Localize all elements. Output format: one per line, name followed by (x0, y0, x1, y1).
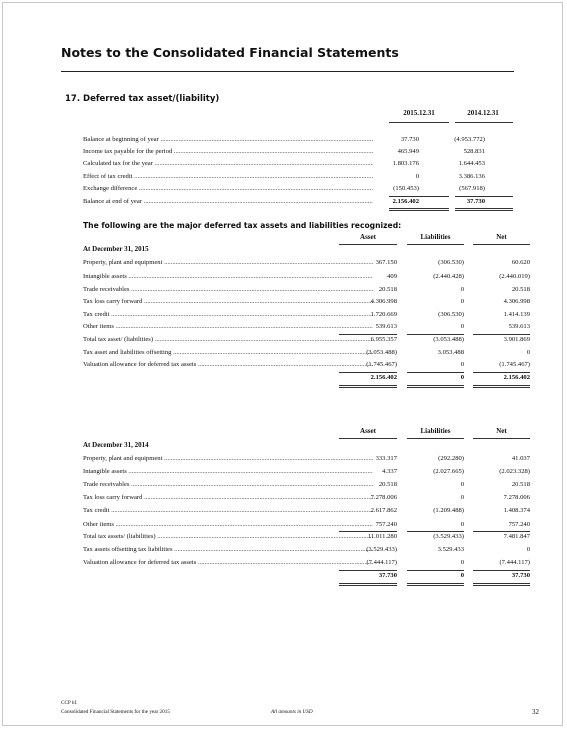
row-label: Intangible assets ..... (83, 468, 373, 475)
net-value: 4.306.998 (503, 298, 530, 305)
value-2015: 0 (415, 173, 419, 180)
subtotal-rule (407, 531, 464, 532)
col-rule (473, 438, 530, 439)
net-value: 1.414.139 (503, 311, 530, 318)
asset-value: (1.745.467) (366, 361, 397, 368)
net-value: 539.613 (508, 323, 530, 330)
total-rule (473, 372, 530, 373)
asset-value: (7.444.117) (366, 559, 397, 566)
row-label: Other items ..... (83, 323, 373, 330)
liabilities-value: (3.529.433) (433, 533, 464, 540)
subtotal-rule (339, 334, 397, 335)
row-label: Tax credit ..... (83, 311, 373, 318)
total-double-rule (389, 208, 449, 211)
row-label: Trade receivables ..... (83, 481, 373, 488)
net-value: (1.745.467) (499, 361, 530, 368)
value-2014: (567.918) (459, 185, 485, 192)
major-title: The following are the major deferred tax assets and liabilities recognized: (83, 221, 402, 230)
row-label: Income tax payable for the period ..... (83, 148, 373, 155)
asset-value: (3.053.488) (366, 349, 397, 356)
col-rule (473, 244, 530, 245)
subtotal-rule (407, 334, 464, 335)
col-rule (339, 438, 397, 439)
value-2015: 2.156.402 (392, 198, 419, 205)
asset-value: 367.150 (375, 259, 397, 266)
row-label: Property, plant and equipment ..... (83, 259, 373, 266)
total-rule (407, 372, 464, 373)
col-rule (339, 244, 397, 245)
net-value: 7.278.006 (503, 494, 530, 501)
net-value: 41.037 (511, 455, 530, 462)
liabilities-value: 0 (460, 286, 464, 293)
net-value: 37.730 (511, 572, 530, 579)
footer-amounts: All amounts in USD (271, 709, 313, 715)
row-label: Tax loss carry forward ..... (83, 494, 373, 501)
asset-value: 4.337 (382, 468, 397, 475)
row-label: Exchange difference ..... (83, 185, 373, 192)
liabilities-value: 0 (460, 572, 464, 579)
row-label: Calculated tax for the year ..... (83, 160, 373, 167)
asset-value: 539.613 (375, 323, 397, 330)
col-asset-2015: Asset (360, 233, 376, 241)
liabilities-value: 0 (460, 361, 464, 368)
col-liabilities-2015: Liabilities (420, 233, 451, 241)
asset-value: 757.240 (375, 521, 397, 528)
header-rule-2015 (389, 122, 449, 123)
header-rule-2014 (455, 122, 513, 123)
total-rule (389, 196, 449, 197)
net-value: (7.444.117) (499, 559, 530, 566)
total-rule (455, 196, 513, 197)
row-label: Tax assets offsetting tax liabilities ..... (83, 546, 373, 553)
col-liabilities-2014: Liabilities (420, 427, 451, 435)
liabilities-value: 0 (460, 494, 464, 501)
net-value: (2.440.019) (499, 273, 530, 280)
row-label: Effect of tax credit ..... (83, 173, 373, 180)
row-label: Intangible assets ..... (83, 273, 373, 280)
subtotal-rule (473, 334, 530, 335)
total-double-rule (407, 385, 464, 388)
total-rule (339, 372, 397, 373)
value-2015: (150.453) (393, 185, 419, 192)
row-label: Balance at beginning of year ..... (83, 136, 373, 143)
total-double-rule (339, 583, 397, 586)
asset-value: 11.011.280 (367, 533, 397, 540)
row-label: Valuation allowance for deferred tax assets ..... (83, 361, 373, 368)
asset-value: 2.617.862 (370, 507, 397, 514)
subtotal-rule (339, 531, 397, 532)
value-2014: 37.730 (466, 198, 485, 205)
asset-value: 20.518 (378, 481, 397, 488)
col-net-2014: Net (496, 427, 507, 435)
liabilities-value: 3.529.433 (437, 546, 464, 553)
liabilities-value: 0 (460, 559, 464, 566)
liabilities-value: (306.530) (438, 311, 464, 318)
liabilities-value: (1.209.488) (433, 507, 464, 514)
net-value: (2.023.328) (499, 468, 530, 475)
row-label: Property, plant and equipment ..... (83, 455, 373, 462)
row-label: Tax asset and liabilities offsetting ..... (83, 349, 373, 356)
value-2014: 528.831 (463, 148, 485, 155)
heading-2014: At December 31, 2014 (83, 441, 149, 449)
net-value: 20.518 (511, 286, 530, 293)
liabilities-value: 0 (460, 481, 464, 488)
row-label: Total tax asset/ (liabilities) ..... (83, 336, 373, 343)
row-label: Tax loss carry forward ..... (83, 298, 373, 305)
footer-company: CCP hf. (61, 700, 78, 706)
row-label: Trade receivables ..... (83, 286, 373, 293)
value-2015: 1.803.176 (392, 160, 419, 167)
asset-value: 7.278.006 (370, 494, 397, 501)
total-double-rule (473, 583, 530, 586)
document-page (2, 2, 563, 726)
liabilities-value: (2.440.428) (433, 273, 464, 280)
header-2014: 2014.12.31 (467, 109, 499, 117)
asset-value: 409 (387, 273, 397, 280)
net-value: 20.518 (511, 481, 530, 488)
row-label: Total tax assets/ (liabilities) ..... (83, 533, 373, 540)
net-value: 2.156.402 (503, 374, 530, 381)
net-value: 0 (526, 546, 530, 553)
net-value: 3.901.869 (503, 336, 530, 343)
asset-value: 6.955.357 (370, 336, 397, 343)
page-title: Notes to the Consolidated Financial Statements (61, 45, 399, 60)
total-double-rule (407, 583, 464, 586)
row-label: Other items ..... (83, 521, 373, 528)
net-value: 0 (526, 349, 530, 356)
total-rule (407, 570, 464, 571)
value-2014: (4.953.772) (454, 136, 485, 143)
liabilities-value: 0 (460, 298, 464, 305)
liabilities-value: 0 (460, 374, 464, 381)
section-title: 17. Deferred tax asset/(liability) (65, 94, 220, 104)
liabilities-value: 0 (460, 521, 464, 528)
net-value: 757.240 (508, 521, 530, 528)
header-2015: 2015.12.31 (403, 109, 435, 117)
total-rule (339, 570, 397, 571)
value-2015: 465.949 (397, 148, 419, 155)
title-rule (61, 71, 514, 72)
asset-value: 4.306.998 (370, 298, 397, 305)
asset-value: (3.529.433) (366, 546, 397, 553)
liabilities-value: (3.053.488) (433, 336, 464, 343)
col-rule (407, 244, 464, 245)
asset-value: 20.518 (378, 286, 397, 293)
asset-value: 2.156.402 (370, 374, 397, 381)
page-number: 32 (532, 708, 539, 716)
row-label: Balance at end of year ..... (83, 198, 373, 205)
value-2014: 1.644.453 (458, 160, 485, 167)
total-rule (473, 570, 530, 571)
col-rule (407, 438, 464, 439)
total-double-rule (455, 208, 513, 211)
heading-2015: At December 31, 2015 (83, 245, 149, 253)
value-2014: 3.386.136 (458, 173, 485, 180)
liabilities-value: 0 (460, 323, 464, 330)
total-double-rule (339, 385, 397, 388)
net-value: 1.408.374 (503, 507, 530, 514)
asset-value: 37.730 (378, 572, 397, 579)
asset-value: 1.720.669 (370, 311, 397, 318)
liabilities-value: (306.530) (438, 259, 464, 266)
net-value: 7.481.847 (503, 533, 530, 540)
col-asset-2014: Asset (360, 427, 376, 435)
subtotal-rule (473, 531, 530, 532)
value-2015: 37.730 (400, 136, 419, 143)
col-net-2015: Net (496, 233, 507, 241)
row-label: Tax credit ..... (83, 507, 373, 514)
footer-doc: Consolidated Financial Statements for the year 2015 (61, 709, 170, 715)
net-value: 60.620 (511, 259, 530, 266)
row-label: Valuation allowance for deferred tax assets ..... (83, 559, 373, 566)
liabilities-value: (2.027.665) (433, 468, 464, 475)
liabilities-value: (292.280) (438, 455, 464, 462)
liabilities-value: 3.053.488 (437, 349, 464, 356)
total-double-rule (473, 385, 530, 388)
asset-value: 333.317 (375, 455, 397, 462)
